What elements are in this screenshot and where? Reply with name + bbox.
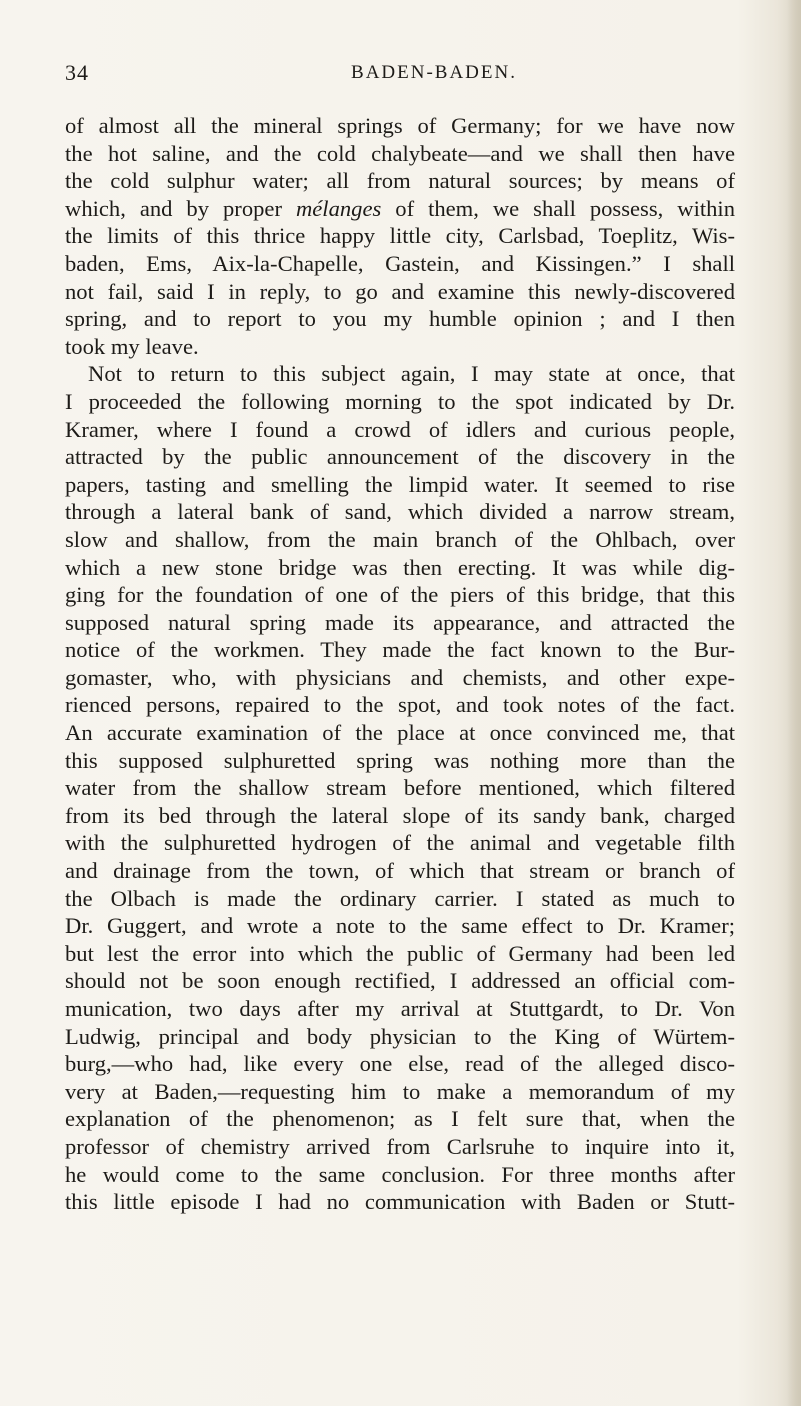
text-line: I proceeded the following morning to the spot indicated by Dr.	[65, 388, 735, 414]
text-line: spring, and to report to you my humble opinion ; and I then	[65, 306, 735, 332]
running-title: BADEN-BADEN.	[351, 62, 517, 83]
text-line: the hot saline, and the cold chalybeate—and we shall then have	[65, 140, 735, 166]
text-line: papers, tasting and smelling the limpid water. It seemed to rise	[65, 471, 735, 497]
page-number: 34	[65, 60, 89, 85]
text-line: supposed natural spring made its appearance, and attracted the	[65, 609, 735, 635]
text-line: ging for the foundation of one of the piers of this bridge, that this	[65, 582, 735, 608]
text-line: burg,—who had, like every one else, read of the alleged disco-	[65, 1051, 735, 1077]
text-line: which, and by proper mélanges of them, we shall possess, within	[65, 195, 735, 221]
text-line: rienced persons, repaired to the spot, and took notes of the fact.	[65, 692, 735, 718]
text-line: notice of the workmen. They made the fact known to the Bur-	[65, 637, 735, 663]
text-line: explanation of the phenomenon; as I felt sure that, when the	[65, 1106, 735, 1132]
text-line: slow and shallow, from the main branch of the Ohlbach, over	[65, 526, 735, 552]
text-line: this supposed sulphuretted spring was nothing more than the	[65, 747, 735, 773]
text-line: gomaster, who, with physicians and chemists, and other expe-	[65, 664, 735, 690]
text-line: through a lateral bank of sand, which divided a narrow stream,	[65, 499, 735, 525]
text-line: should not be soon enough rectified, I addressed an official com-	[65, 968, 735, 994]
text-line: took my leave.	[65, 333, 199, 359]
body-text	[65, 112, 735, 1216]
text-line: but lest the error into which the public of Germany had been led	[65, 940, 735, 966]
text-line: Dr. Guggert, and wrote a note to the same effect to Dr. Kramer;	[65, 913, 735, 939]
text-line: professor of chemistry arrived from Carlsruhe to inquire into it,	[65, 1133, 735, 1159]
text-line: which a new stone bridge was then erecting. It was while dig-	[65, 554, 735, 580]
text-line: the cold sulphur water; all from natural sources; by means of	[65, 168, 735, 194]
text-line: of almost all the mineral springs of Germany; for we have now	[65, 113, 735, 138]
text-line: Kramer, where I found a crowd of idlers and curious people,	[65, 416, 735, 442]
text-line: not fail, said I in reply, to go and examine this newly-discovered	[65, 278, 735, 304]
text-line: the limits of this thrice happy little city, Carlsbad, Toeplitz, Wis-	[65, 223, 735, 249]
text-line: from its bed through the lateral slope of its sandy bank, charged	[65, 802, 735, 828]
text-line: water from the shallow stream before mentioned, which filtered	[65, 775, 735, 801]
italic-word: mélanges	[295, 195, 382, 221]
running-head	[65, 60, 725, 90]
text-line: the Olbach is made the ordinary carrier. I stated as much to	[65, 885, 735, 911]
text-line: he would come to the same conclusion. For three months after	[65, 1161, 735, 1187]
text-line: baden, Ems, Aix-la-Chapelle, Gastein, and Kissingen.” I shall	[65, 250, 735, 276]
text-line: and drainage from the town, of which that stream or branch of	[65, 858, 735, 884]
page-edge-shadow	[787, 0, 801, 1406]
text-line: munication, two days after my arrival at Stuttgardt, to Dr. Von	[65, 996, 735, 1021]
text-line: Not to return to this subject again, I may state at once, that	[88, 361, 735, 387]
text-line: attracted by the public announcement of the discovery in the	[65, 444, 735, 470]
text-line: with the sulphuretted hydrogen of the animal and vegetable filth	[65, 830, 735, 856]
text-line: this little episode I had no communication with Baden or Stutt-	[65, 1189, 735, 1215]
text-line: Ludwig, principal and body physician to the King of Würtem-	[65, 1023, 735, 1049]
text-line: An accurate examination of the place at once convinced me, that	[65, 720, 735, 746]
text-line: very at Baden,—requesting him to make a memorandum of my	[65, 1078, 735, 1104]
